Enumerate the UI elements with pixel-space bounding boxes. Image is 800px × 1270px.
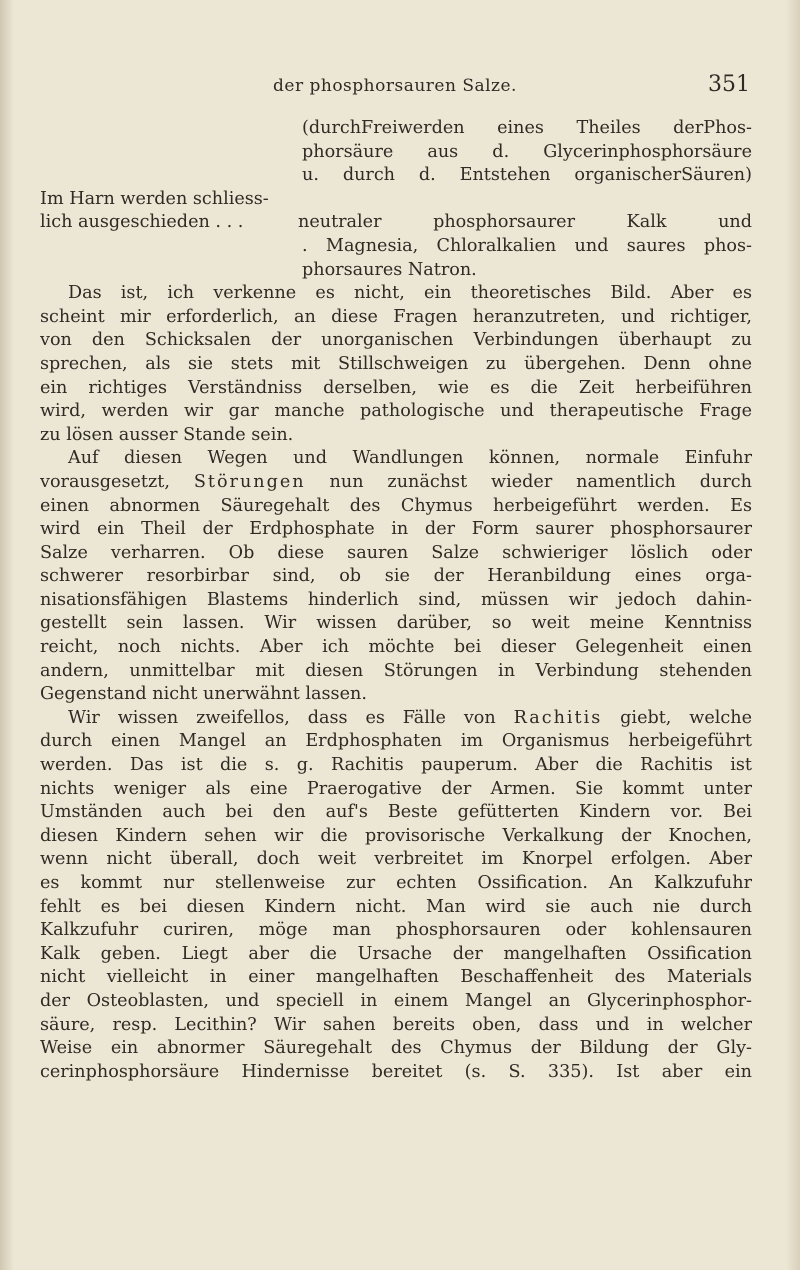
emphasis-spaced: Rachitis [513, 707, 603, 728]
text-line: reicht, noch nichts. Aber ich möchte bei dieser Gelegenheit einen [40, 637, 752, 658]
page-header [40, 72, 750, 102]
text-line: werden. Das ist die s. g. Rachitis pauperum. Aber die Rachitis ist [40, 755, 752, 776]
text-span: giebt, welche [602, 707, 752, 728]
text-line: schwerer resorbirbar sind, ob sie der Heranbildung eines orga- [40, 566, 752, 587]
page-number: 351 [708, 72, 750, 97]
text-line: nisationsfähigen Blastems hinderlich sind, müssen wir jedoch dahin- [40, 589, 752, 610]
text-line: durch einen Mangel an Erdphosphaten im Organismus herbeigeführt [40, 731, 752, 752]
table-line: phorsaures Natron. [302, 259, 477, 280]
text-line: Auf diesen Wegen und Wandlungen können, normale Einfuhr [68, 448, 752, 469]
table-line: . Magnesia, Chloralkalien und saures phos- [302, 235, 752, 256]
text-span: Wir wissen zweifellos, dass es Fälle von [68, 707, 514, 728]
text-line: nichts weniger als eine Praerogative der Armen. Sie kommt unter [40, 778, 752, 799]
paragraph-2 [40, 447, 752, 707]
text-line: Kalk geben. Liegt aber die Ursache der mangelhaften Ossification [40, 943, 752, 964]
table-left-text: Im Harn werden schliess- [40, 188, 269, 209]
text-span: nun zunächst wieder namentlich durch [305, 471, 752, 492]
text-line: zu lösen ausser Stande sein. [40, 424, 294, 445]
emphasis-spaced: Störungen [193, 471, 306, 492]
table-line: phorsäure aus d. Glycerinphosphorsäure [302, 141, 752, 162]
text-line: einen abnormen Säuregehalt des Chymus herbeigeführt werden. Es [40, 495, 752, 516]
text-line: andern, unmittelbar mit diesen Störungen in Verbindung stehenden [40, 660, 752, 681]
text-line [40, 471, 752, 495]
text-line: es kommt nur stellenweise zur echten Ossification. An Kalkzufuhr [40, 873, 752, 893]
text-line: Umständen auch bei den auf's Beste gefütterten Kindern vor. Bei [40, 802, 752, 823]
text-line: Salze verharren. Ob diese sauren Salze schwieriger löslich oder [40, 542, 752, 563]
paragraph-1 [40, 282, 752, 447]
paragraph-3 [40, 707, 752, 1085]
text-line: Kalkzufuhr curiren, möge man phosphorsauren oder kohlensauren [40, 920, 752, 941]
running-title: der phosphorsauren Salze. [273, 76, 517, 96]
table-block [40, 117, 752, 282]
table-line: neutraler phosphorsaurer Kalk und [298, 212, 752, 233]
page-edge-right [786, 0, 800, 1270]
text-line: cerinphosphorsäure Hindernisse bereitet (s. S. 335). Ist aber ein [40, 1061, 752, 1082]
text-line: nicht vielleicht in einer mangelhaften Beschaffenheit des Materials [40, 967, 752, 988]
text-span: vorausgesetzt, [40, 471, 194, 492]
text-line: von den Schicksalen der unorganischen Verbindungen überhaupt zu [40, 330, 752, 351]
table-row [40, 211, 752, 235]
text-line: säure, resp. Lecithin? Wir sahen bereits oben, dass und in welcher [40, 1014, 752, 1035]
text-line: wird ein Theil der Erdphosphate in der Form saurer phosphorsaurer [40, 519, 752, 540]
table-line: u. durch d. Entstehen organischerSäuren) [302, 165, 752, 186]
text-line: diesen Kindern sehen wir die provisorische Verkalkung der Knochen, [40, 825, 752, 846]
text-line: sprechen, als sie stets mit Stillschweigen zu übergehen. Denn ohne [40, 353, 752, 374]
page-body [40, 117, 752, 1084]
text-line: Das ist, ich verkenne es nicht, ein theoretisches Bild. Aber es [68, 283, 752, 304]
text-line [40, 707, 752, 731]
text-line: wenn nicht überall, doch weit verbreitet im Knorpel erfolgen. Aber [40, 849, 752, 870]
text-line: wird, werden wir gar manche pathologische und therapeutische Frage [40, 401, 752, 422]
text-line: der Osteoblasten, und speciell in einem Mangel an Glycerinphosphor- [40, 990, 752, 1011]
text-line: gestellt sein lassen. Wir wissen darüber, so weit meine Kenntniss [40, 613, 752, 634]
text-line: Gegenstand nicht unerwähnt lassen. [40, 684, 367, 705]
text-line: Weise ein abnormer Säuregehalt des Chymus der Bildung der Gly- [40, 1038, 752, 1059]
text-line: fehlt es bei diesen Kindern nicht. Man wird sie auch nie durch [40, 896, 752, 917]
table-line: (durchFreiwerden eines Theiles derPhos- [302, 118, 752, 138]
text-line: ein richtiges Verständniss derselben, wie es die Zeit herbeiführen [40, 377, 752, 398]
table-left-text: lich ausgeschieden . . . [40, 212, 244, 233]
page-edge-left [0, 0, 14, 1270]
table-row [40, 188, 752, 212]
text-line: scheint mir erforderlich, an diese Fragen heranzutreten, und richtiger, [40, 306, 752, 327]
